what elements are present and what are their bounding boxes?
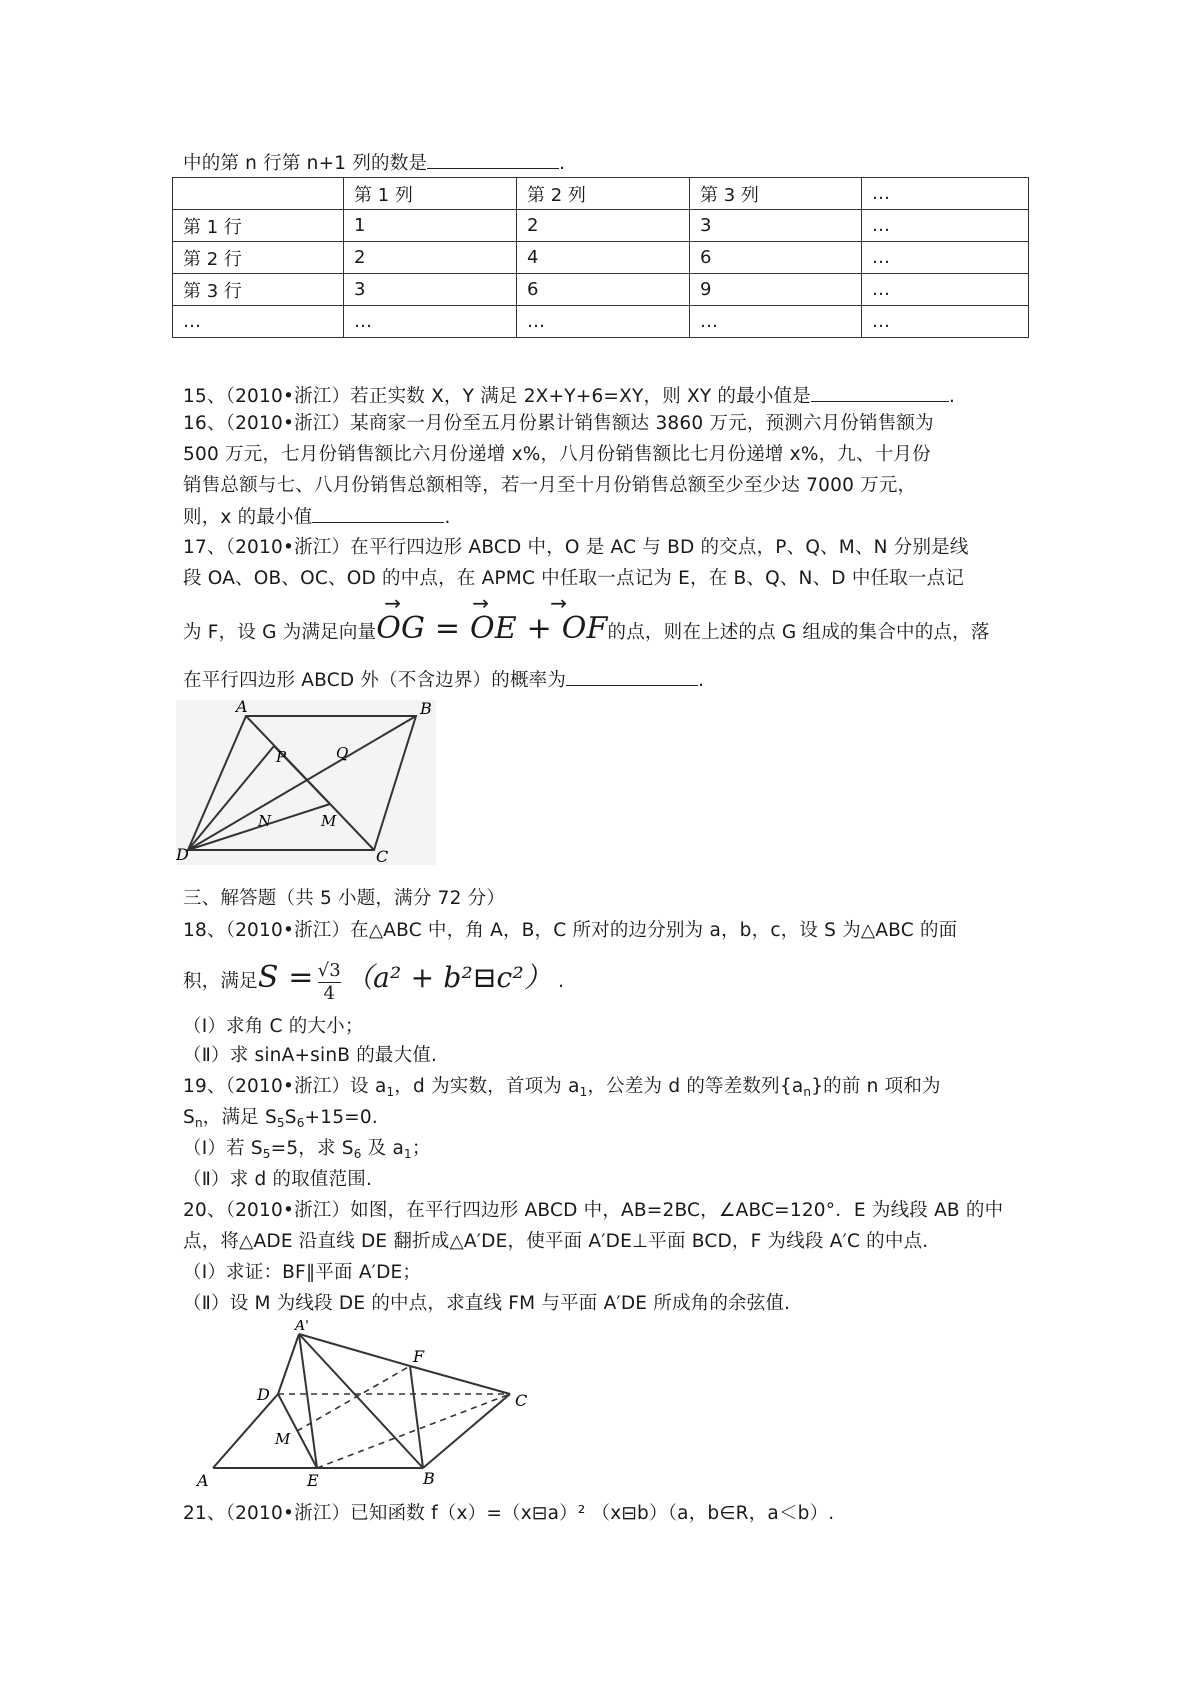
answer-blank <box>811 383 949 402</box>
answer-blank <box>566 667 698 686</box>
table-row <box>173 242 1029 274</box>
edge-a1-b <box>299 1334 423 1468</box>
intro-line: 中的第 n 行第 n+1 列的数是 . <box>183 150 565 177</box>
number-table <box>172 177 1029 338</box>
label-f: F <box>413 1347 425 1366</box>
table-cell <box>173 178 344 210</box>
question-20-part-1: （Ⅰ）求证：BF∥平面 A′DE； <box>183 1262 422 1283</box>
question-19-line-2: $S_n$，满足 $S_5S_6+15=0$. <box>183 1107 378 1130</box>
vector-formula: OG = OE + OF → → → <box>376 604 607 658</box>
question-16-line-2: 500 万元，七月份销售额比六月份递增 x%，八月份销售额比七月份递增 x%，九、十月份 <box>183 444 931 465</box>
table-row <box>173 306 1029 338</box>
table-cell: 1 <box>344 210 517 242</box>
question-17-line-1: 17、（2010•浙江）在平行四边形 ABCD 中，O 是 AC 与 BD 的交点，P、Q、M、N 分别是线 <box>183 537 969 558</box>
question-15: 15、（2010•浙江）若正实数 X，Y 满足 2X+Y+6=XY，则 XY 的最小值是 . <box>183 383 955 410</box>
label-d: D <box>176 845 189 864</box>
edge-b-c <box>423 1394 510 1468</box>
edge-f-b <box>410 1366 423 1468</box>
label-n: N <box>258 812 272 830</box>
question-16-line-1: 16、（2010•浙江）某商家一月份至五月份累计销售额达 3860 万元，预测六月份销售额为 <box>183 413 934 434</box>
section-heading: 三、解答题（共 5 小题，满分 72 分） <box>183 888 506 909</box>
vector-arrow-icon: → <box>384 591 402 615</box>
label-e: E <box>307 1471 319 1490</box>
table-row <box>173 210 1029 242</box>
label-a-prime: A' <box>295 1320 309 1334</box>
question-18-line-1: 18、（2010•浙江）在△ABC 中，角 A，B，C 所对的边分别为 a，b，c，设 S 为△ABC 的面 <box>183 920 958 941</box>
table-cell: … <box>344 306 517 338</box>
table-cell: 第 2 列 <box>517 178 690 210</box>
table-cell: … <box>862 274 1029 306</box>
label-m: M <box>321 812 337 830</box>
table-cell: … <box>862 242 1029 274</box>
table-cell: 3 <box>344 274 517 306</box>
table-cell: … <box>517 306 690 338</box>
label-m: M <box>275 1430 291 1448</box>
table-cell: 第 1 列 <box>344 178 517 210</box>
question-16-line-3: 销售总额与七、八月份销售总额相等，若一月至十月份销售总额至少至少达 7000 万元， <box>183 475 917 496</box>
question-18-part-1: （Ⅰ）求角 C 的大小； <box>183 1016 364 1037</box>
label-a: A <box>236 700 248 716</box>
label-c: C <box>515 1391 528 1410</box>
answer-blank <box>427 150 559 169</box>
label-b: B <box>420 700 432 718</box>
table-cell: … <box>173 306 344 338</box>
question-20-line-2: 点，将△ADE 沿直线 DE 翻折成△A′DE，使平面 A′DE⊥平面 BCD，F 为线段 A′C 的中点． <box>183 1231 941 1252</box>
question-17-line-3: 为 F，设 G 为满足向量OG = OE + OF → → → 的点，则在上述的点 G 组成的集合中的点，落 <box>183 604 990 654</box>
table-cell: 3 <box>690 210 862 242</box>
table-cell: 4 <box>517 242 690 274</box>
table-cell: … <box>690 306 862 338</box>
table-cell: … <box>862 306 1029 338</box>
question-17-line-4: 在平行四边形 ABCD 外（不含边界）的概率为 . <box>183 667 704 694</box>
table-cell: 9 <box>690 274 862 306</box>
edge-a1-f <box>299 1334 410 1366</box>
label-d: D <box>257 1385 270 1404</box>
table-cell: 6 <box>517 274 690 306</box>
label-b: B <box>423 1469 435 1488</box>
question-17-line-2: 段 OA、OB、OC、OD 的中点，在 APMC 中任取一点记为 E，在 B、Q、N、D 中任取一点记 <box>183 568 965 589</box>
table-cell: … <box>862 178 1029 210</box>
question-19-part-2: （Ⅱ）求 d 的取值范围. <box>183 1169 373 1190</box>
table-cell: 第 3 列 <box>690 178 862 210</box>
table-cell: 第 3 行 <box>173 274 344 306</box>
edge-a1-d <box>278 1334 299 1394</box>
answer-blank <box>312 504 444 523</box>
table-cell: … <box>862 210 1029 242</box>
table-cell: 6 <box>690 242 862 274</box>
question-21: 21、（2010•浙江）已知函数 f（x）=（x⊟a）² （x⊟b）（a，b∈R，a＜b）. <box>183 1503 835 1524</box>
question-18-part-2: （Ⅱ）求 sinA+sinB 的最大值. <box>183 1045 438 1066</box>
table-row <box>173 274 1029 306</box>
table-cell: 第 1 行 <box>173 210 344 242</box>
table-cell: 2 <box>517 210 690 242</box>
edge-a1-e <box>299 1334 317 1468</box>
parallelogram-figure <box>176 700 436 865</box>
vector-arrow-icon: → <box>472 591 490 615</box>
fraction: $\frac{√3}{4}$ <box>317 959 341 1004</box>
question-19-part-1: （Ⅰ）若 $S_5=5$，求 $S_6$ 及 $a_1$； <box>183 1138 431 1161</box>
label-p: P <box>276 748 287 766</box>
table-header-row <box>173 178 1029 210</box>
edge-d-a <box>213 1394 278 1468</box>
question-16-line-4: 则，x 的最小值 . <box>183 504 451 531</box>
question-20-part-2: （Ⅱ）设 M 为线段 DE 的中点，求直线 FM 与平面 A′DE 所成角的余弦值. <box>183 1293 791 1314</box>
dashed-segment-m-f <box>297 1366 410 1431</box>
label-c: C <box>376 847 389 865</box>
label-q: Q <box>336 744 349 762</box>
folded-solid-figure <box>195 1320 540 1490</box>
label-a: A <box>197 1471 209 1490</box>
edge-f-c <box>410 1366 510 1394</box>
table-cell: 第 2 行 <box>173 242 344 274</box>
question-20-line-1: 20、（2010•浙江）如图，在平行四边形 ABCD 中，AB=2BC，∠ABC=120°．E 为线段 AB 的中 <box>183 1200 1004 1221</box>
vector-arrow-icon: → <box>550 591 568 615</box>
question-18-line-2: 积，满足S = $\frac{√3}{4}$ （a² + b²⊟c²） . <box>183 959 565 1004</box>
question-19-line-1: 19、（2010•浙江）设 $a_1$，d 为实数，首项为 $a_1$，公差为 d 的等差数列$\{a_n\}$的前 n 项和为 <box>183 1076 941 1099</box>
table-cell: 2 <box>344 242 517 274</box>
